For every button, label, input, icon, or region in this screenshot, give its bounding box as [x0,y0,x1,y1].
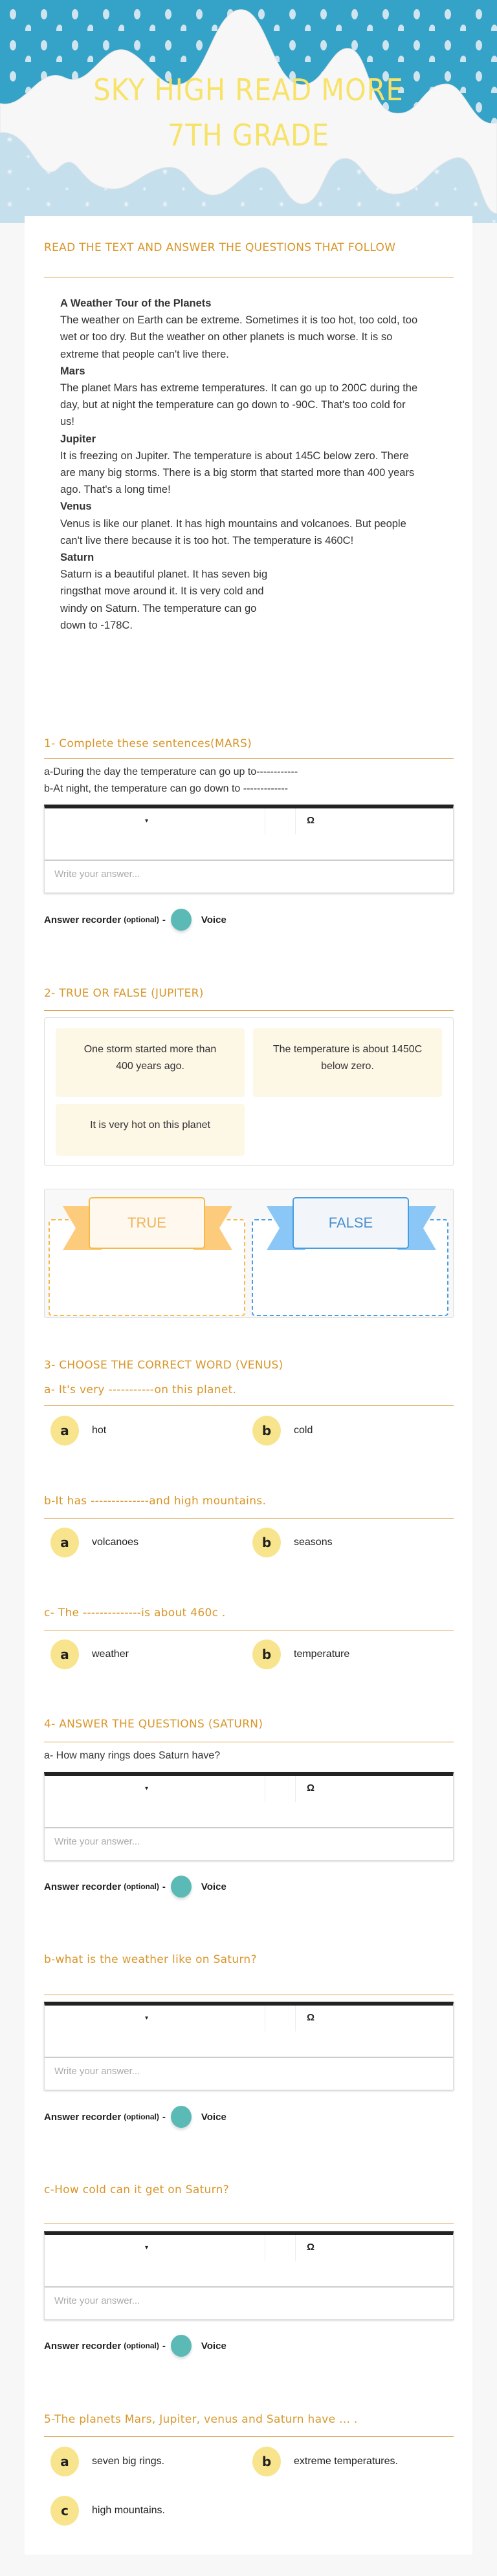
divider [44,1405,454,1406]
option-text: cold [294,1425,313,1436]
voice-label: Voice [201,914,226,925]
format-dropdown-caret-icon[interactable]: ▾ [145,2244,149,2251]
page-title-line-2: 7TH GRADE [167,118,330,153]
passage-paragraph: It is freezing on Jupiter. The temperature is about 145C below zero. There are many big storms. There is a big storm that started more than 400 years ago. That's a long time! [60,449,415,496]
format-dropdown-caret-icon[interactable]: ▾ [145,2015,149,2022]
option-letter-badge: a [50,1528,79,1557]
passage-paragraph: Venus is like our planet. It has high mountains and volcanoes. But people can't live there because it is too hot. The temperature is 460C! [60,517,406,547]
option-5-c[interactable] [50,2496,165,2526]
instructions-heading: READ THE TEXT AND ANSWER THE QUESTIONS THAT FOLLOW [44,241,396,254]
question-4-heading: 4- ANSWER THE QUESTIONS (SATURN) [44,1718,263,1731]
option-3a-a[interactable] [50,1416,106,1445]
editor-toolbar [45,2235,453,2261]
editor-toolbar [45,1776,453,1802]
question-2-heading: 2- TRUE OR FALSE (JUPITER) [44,987,204,1000]
option-3c-a[interactable] [50,1640,129,1669]
option-text: extreme temperatures. [294,2456,398,2467]
option-text: seasons [294,1537,333,1548]
toolbar-separator [295,1776,296,1802]
question-4a-prompt: a- How many rings does Saturn have? [44,1750,221,1761]
answer-editor [44,2002,454,2090]
passage-paragraph: The weather on Earth can be extreme. Sometimes it is too hot, too cold, too wet or too dry. But the weather on other planets is much worse. It is so extreme that people can't live there. [60,314,418,360]
question-1-heading: 1- Complete these sentences(MARS) [44,737,252,750]
question-1-line-a: a-During the day the temperature can go up to------------ [44,766,298,777]
recorder-dash: - [162,2340,166,2352]
passage-subheading: Jupiter [60,433,96,445]
recorder-dash: - [162,914,166,925]
special-character-omega-icon[interactable]: Ω [307,2012,315,2023]
toolbar-separator [295,808,296,834]
answer-input[interactable] [54,2066,436,2077]
option-5-b[interactable] [252,2447,398,2476]
passage-subheading: Mars [60,365,85,377]
recorder-optional-label: (optional) [124,1882,159,1891]
option-text: temperature [294,1649,350,1660]
question-3b-prompt: b-It has --------------and high mountains. [44,1495,267,1508]
record-voice-button[interactable] [171,1876,192,1898]
voice-label: Voice [201,2340,226,2352]
format-dropdown-caret-icon[interactable]: ▾ [145,1785,149,1792]
answer-editor [44,1772,454,1861]
true-label: TRUE [89,1197,205,1249]
editor-toolbar [45,808,453,834]
question-3-heading: 3- CHOOSE THE CORRECT WORD (VENUS) [44,1359,283,1372]
record-voice-button[interactable] [171,909,192,931]
option-letter-badge: c [50,2496,79,2526]
record-voice-button[interactable] [171,2106,192,2128]
record-voice-button[interactable] [171,2335,192,2357]
answer-recorder [44,2106,226,2127]
question-1-line-b: b-At night, the temperature can go down to ------------- [44,783,289,794]
true-false-drop-zones [44,1189,454,1318]
toolbar-separator [295,2006,296,2031]
option-letter-badge: b [252,2447,281,2476]
option-letter-badge: a [50,1416,79,1445]
special-character-omega-icon[interactable]: Ω [307,815,315,826]
question-3a-prompt: a- It's very -----------on this planet. [44,1383,237,1396]
option-5-a[interactable] [50,2447,164,2476]
draggable-statement-card[interactable]: One storm started more than 400 years ago. [56,1028,245,1097]
recorder-optional-label: (optional) [124,915,159,924]
recorder-optional-label: (optional) [124,2112,159,2121]
true-ribbon [63,1197,181,1250]
divider [44,1010,454,1011]
divider [44,2436,454,2437]
passage-subheading: Venus [60,501,92,513]
false-label: FALSE [293,1197,409,1249]
false-ribbon [267,1197,384,1250]
passage-paragraph: The planet Mars has extreme temperatures. It can go up to 200C during the day, but at night the temperature can go down to -90C. That's too cold for us! [60,382,418,428]
passage-subheading: Saturn [60,552,94,564]
voice-label: Voice [201,2111,226,2123]
answer-recorder [44,909,226,930]
answer-recorder [44,1876,226,1897]
editor-toolbar [45,2006,453,2031]
recorder-dash: - [162,1881,166,1892]
question-5-heading: 5-The planets Mars, Jupiter, venus and Saturn have ... . [44,2413,358,2426]
answer-input[interactable] [54,869,436,880]
option-3c-b[interactable] [252,1640,349,1669]
draggable-statement-card[interactable]: It is very hot on this planet [56,1104,245,1156]
option-3a-b[interactable] [252,1416,313,1445]
option-text: weather [92,1649,129,1660]
option-3b-b[interactable] [252,1528,333,1557]
option-letter-badge: a [50,2447,79,2476]
recorder-optional-label: (optional) [124,2341,159,2350]
special-character-omega-icon[interactable]: Ω [307,1782,315,1793]
format-dropdown-caret-icon[interactable]: ▾ [145,817,149,825]
divider [44,758,454,759]
recorder-label: Answer recorder [44,2111,122,2123]
special-character-omega-icon[interactable]: Ω [307,2242,315,2253]
passage-title: A Weather Tour of the Planets [60,298,212,309]
statement-cards-pool [44,1017,454,1166]
voice-label: Voice [201,1881,226,1892]
question-3c-prompt: c- The --------------is about 460c . [44,1607,226,1619]
option-text: volcanoes [92,1537,139,1548]
option-text: hot [92,1425,107,1436]
recorder-label: Answer recorder [44,914,122,925]
wave-background-illustration [0,0,497,223]
question-4c-prompt: c-How cold can it get on Saturn? [44,2183,230,2196]
answer-recorder [44,2335,226,2356]
recorder-dash: - [162,2111,166,2123]
answer-editor [44,805,454,893]
option-text: high mountains. [92,2505,165,2516]
reading-passage [60,295,423,634]
answer-input[interactable] [54,2295,436,2306]
option-3b-a[interactable] [50,1528,138,1557]
page-title-line-1: SKY HIGH READ MORE [93,72,404,107]
divider [44,1518,454,1519]
answer-input[interactable] [54,1836,436,1847]
recorder-label: Answer recorder [44,1881,122,1892]
option-letter-badge: b [252,1640,281,1669]
page-header-banner [0,0,497,223]
draggable-statement-card[interactable]: The temperature is about 1450C below zero. [253,1028,442,1097]
toolbar-separator [295,2235,296,2261]
option-text: seven big rings. [92,2456,165,2467]
option-letter-badge: b [252,1416,281,1445]
question-4b-prompt: b-what is the weather like on Saturn? [44,1953,257,1966]
answer-editor [44,2231,454,2320]
recorder-label: Answer recorder [44,2340,122,2352]
option-letter-badge: a [50,1640,79,1669]
passage-paragraph: Saturn is a beautiful planet. It has seven big ringsthat move around it. It is very cold and windy on Saturn. The temperature can go down to -178C. [60,568,268,631]
option-letter-badge: b [252,1528,281,1557]
